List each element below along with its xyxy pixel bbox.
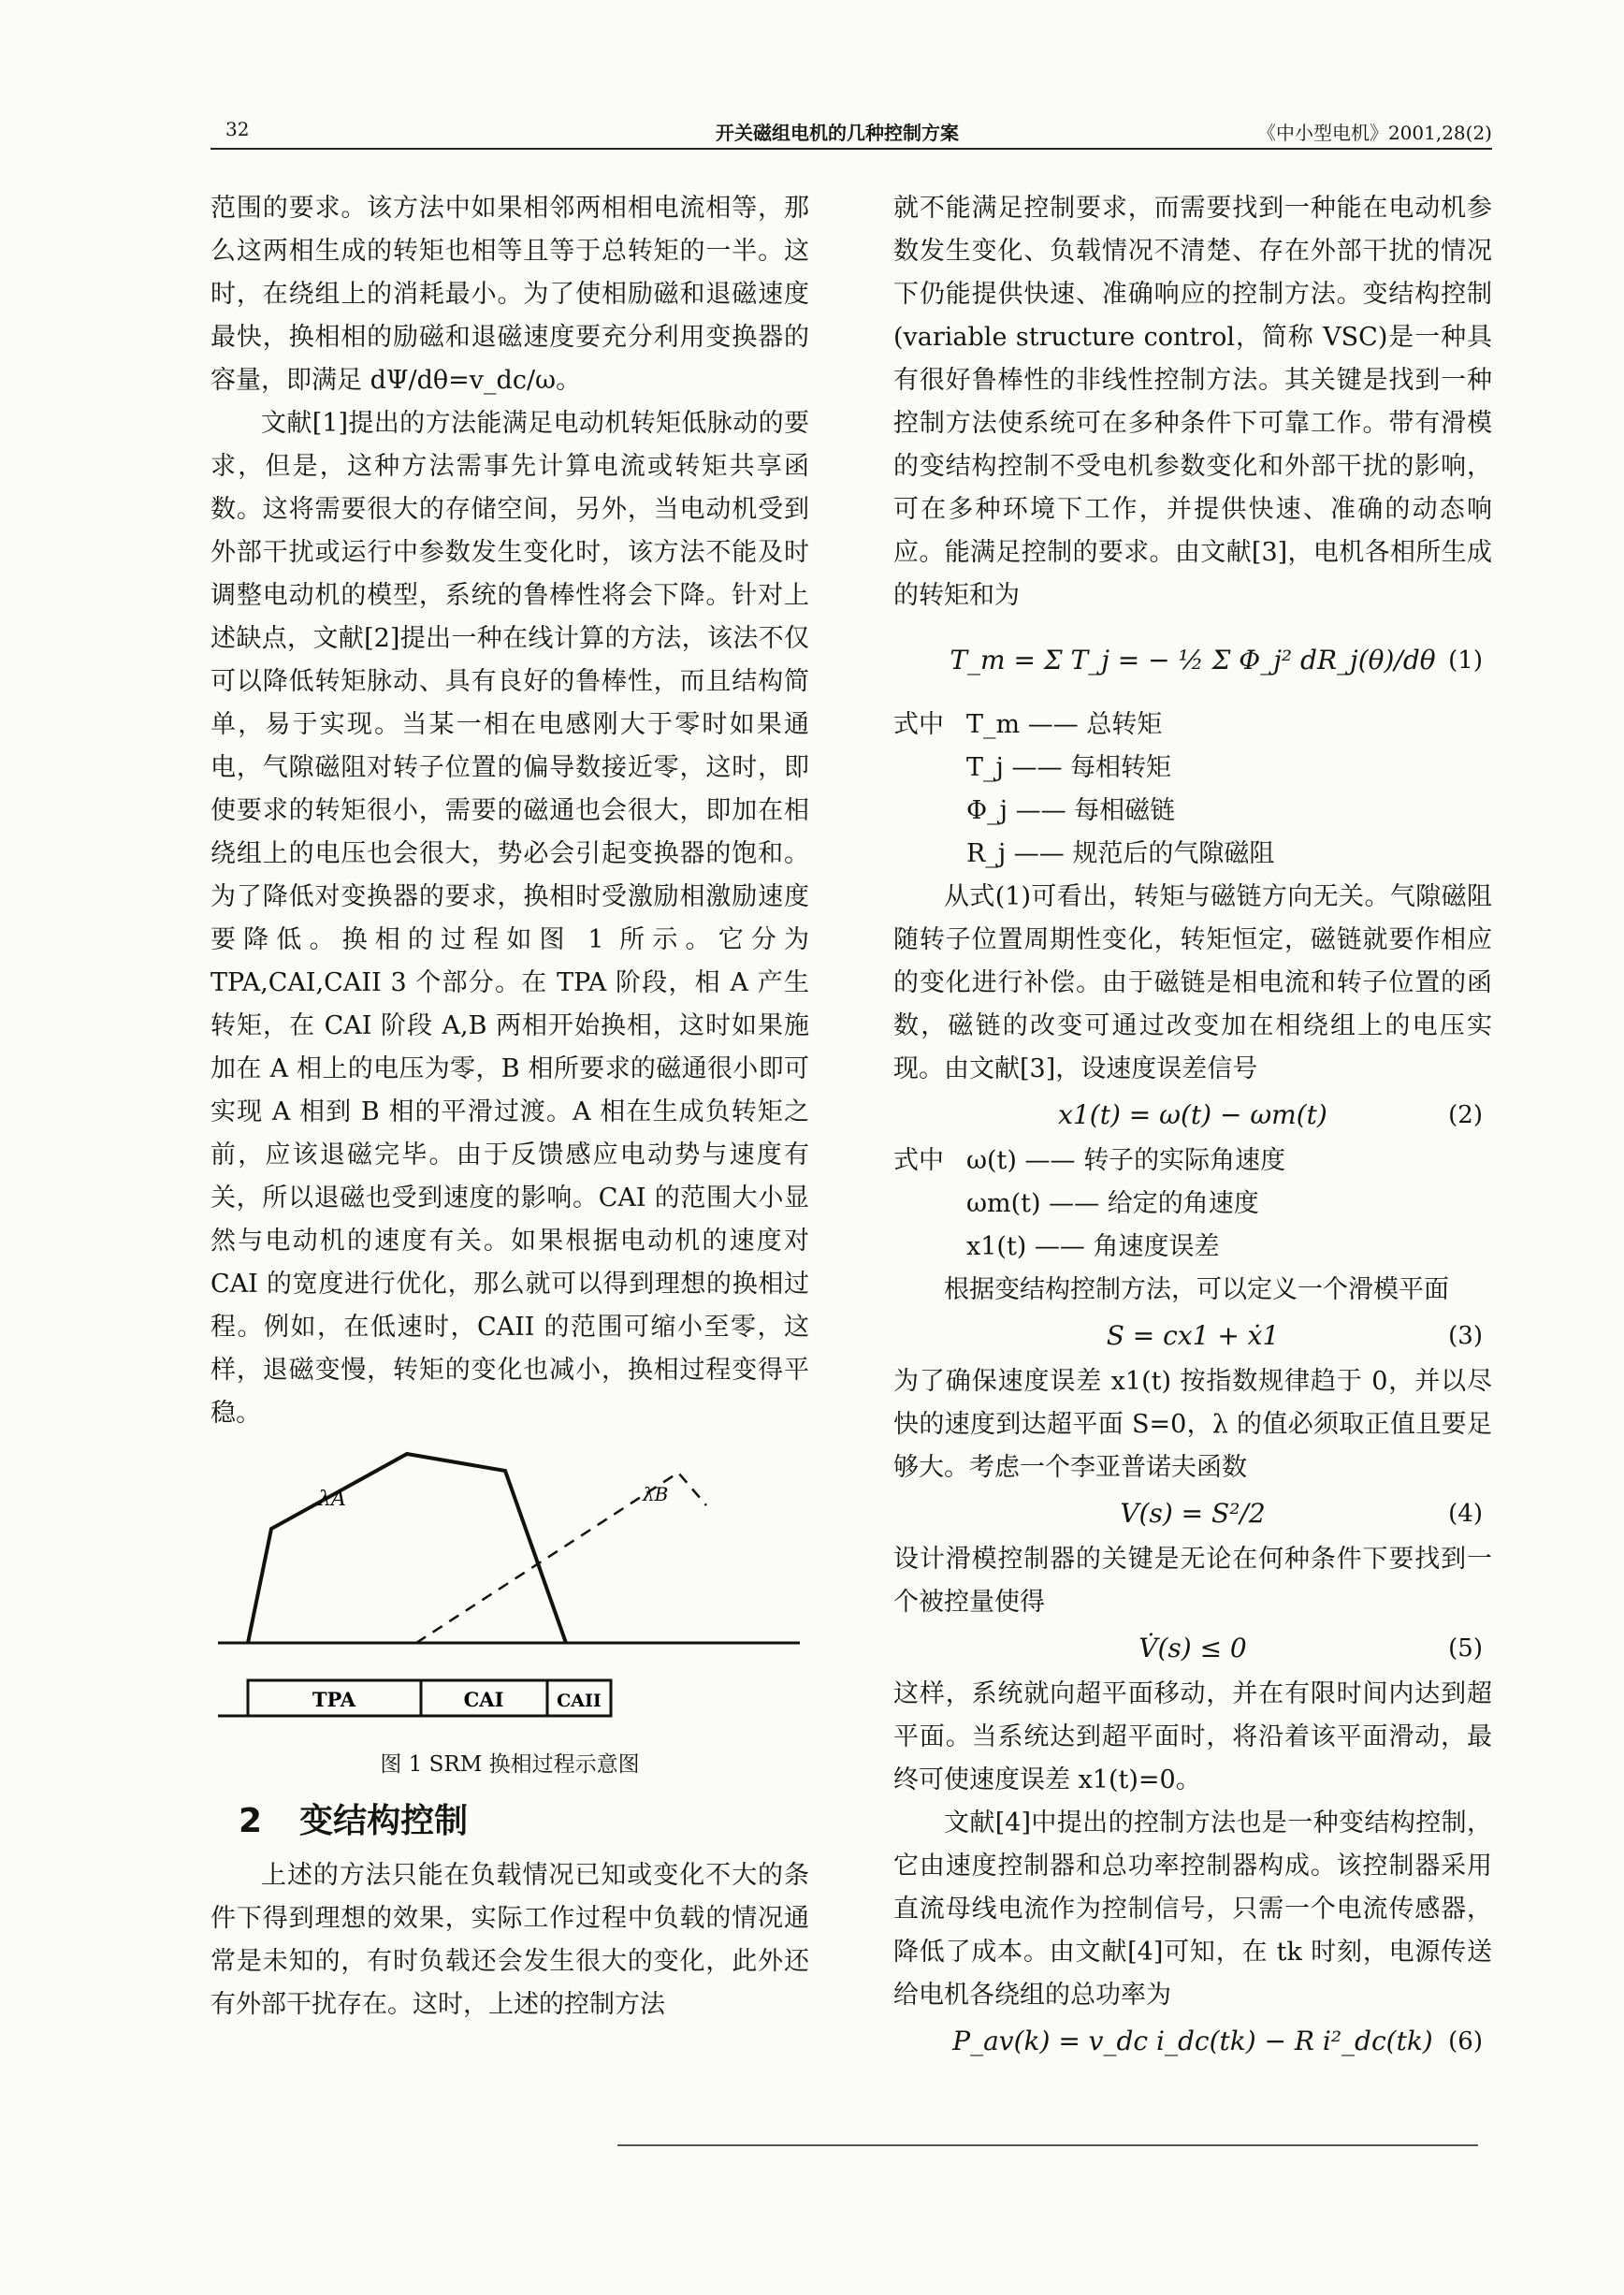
equation-number: (5): [1448, 1634, 1483, 1663]
definition-label: 式中: [893, 710, 944, 739]
equation-number: (2): [1448, 1101, 1483, 1129]
equation-3: [893, 1312, 1492, 1360]
segment-caii-label: CAII: [557, 1691, 602, 1711]
paragraph: 根据变结构控制方法，可以定义一个滑模平面: [944, 1275, 1449, 1304]
figure-caption: 图 1 SRM 换相过程示意图: [380, 1752, 640, 1777]
definition-item: T_j —— 每相转矩: [966, 753, 1172, 782]
definition-item: 式中 ω(t) —— 转子的实际角速度: [893, 1140, 1492, 1183]
paragraph: 文献[1]提出的方法能满足电动机转矩低脉动的要求，但是，这种方法需事先计算电流或转矩共享函数。这将需要很大的存储空间，另外，当电动机受到外部干扰或运行中参数发生变化时，该方法不能及时调整电动机的模型，系统的鲁棒性将会下降。针对上述缺点，文献[2]提出一种在线计算的方法，该法不仅可以降低转矩脉动、具有良好的鲁棒性，而且结构简单，易于实现。当某一相在电感刚大于零时如果通电，气隙磁阻对转子位置的偏导数接近零，这时，即使要求的转矩很小，需要的磁通也会很大，即加在相绕组上的电压也会很大，势必会引起变换器的饱和。为了降低对变换器的要求，换相时受激励相激励速度要降低。换相的过程如图 1 所示。它分为 TPA,CAI,CAII 3 个部分。在 TPA 阶段，相 A 产生转矩，在 CAI 阶段 A,B 两相开始换相，这时如果施加在 A 相上的电压为零，B 相所要求的磁通很小即可实现 A 相到 B 相的平滑过渡。A 相在生成负转矩之前，应该退磁完毕。由于反馈感应电动势与速度有关，所以退磁也受到速度的影响。CAI 的范围大小显然与电动机的速度有关。如果根据电动机的速度对 CAI 的宽度进行优化，那么就可以得到理想的换相过程。例如，在低速时，CAII 的范围可缩小至零，这样，退磁变慢，转矩的变化也减小，换相过程变得平稳。: [210, 409, 809, 1428]
paragraph: 就不能满足控制要求，而需要找到一种能在电动机参数发生变化、负载情况不清楚、存在外部干扰的情况下仍能提供快速、准确响应的控制方法。变结构控制(variable structure control，简称 VSC)是一种具有很好鲁棒性的非线性控制方法。其关键是找到一种控制方法使系统可在多种条件下可靠工作。带有滑模的变结构控制不受电机参数变化和外部干扰的影响，可在多种环境下工作，并提供快速、准确的动态响应。能满足控制的要求。由文献[3]，电机各相所生成的转矩和为: [893, 194, 1492, 610]
equation-5: [893, 1624, 1492, 1673]
equation-number: (1): [1448, 646, 1483, 675]
paragraph: 文献[4]中提出的控制方法也是一种变结构控制，它由速度控制器和总功率控制器构成。该控制器采用直流母线电流作为控制信号，只需一个电流传感器，降低了成本。由文献[4]可知，在 tk 时刻，电源传送给电机各绕组的总功率为: [893, 1808, 1492, 2010]
equation-4: [893, 1489, 1492, 1538]
symbol-definitions: [893, 1140, 1492, 1269]
label-lambda-a: λA: [318, 1488, 346, 1511]
equation-body: V̇(s) ≤ 0: [1138, 1633, 1247, 1663]
definition-item: x1(t) —— 角速度误差: [966, 1232, 1220, 1261]
paragraph: 这样，系统就向超平面移动，并在有限时间内达到超平面。当系统达到超平面时，将沿着该平面滑动，最终可使速度误差 x1(t)=0。: [893, 1679, 1492, 1794]
equation-body: P_av(k) = v_dc i_dc(tk) − R i²_dc(tk): [952, 2026, 1433, 2056]
section-number: 2: [239, 1802, 263, 1840]
commutation-diagram: [210, 1435, 809, 1744]
symbol-definitions: [893, 704, 1492, 876]
definition-item: Φ_j —— 每相磁链: [966, 796, 1176, 825]
equation-number: (3): [1448, 1322, 1483, 1350]
definition-item: ωm(t) —— 给定的角速度: [966, 1189, 1259, 1218]
equation-6: [893, 2017, 1492, 2066]
segment-cai-label: CAI: [463, 1688, 504, 1711]
paragraph: 范围的要求。该方法中如果相邻两相相电流相等，那么这两相生成的转矩也相等且等于总转矩的一半。这时，在绕组上的消耗最小。为了使相励磁和退磁速度最快，换相相的励磁和退磁速度要充分利用变换器的容量，即满足 dΨ/dθ=v_dc/ω。: [210, 194, 809, 395]
equation-1: [893, 617, 1492, 704]
paragraph: 为了确保速度误差 x1(t) 按指数规律趋于 0，并以尽快的速度到达超平面 S=0，λ 的值必须取正值且要足够大。考虑一个李亚普诺夫函数: [893, 1367, 1492, 1482]
equation-number: (4): [1448, 1500, 1483, 1528]
right-column: [893, 187, 1492, 2066]
footer-rule: [617, 2144, 1478, 2146]
paragraph: 从式(1)可看出，转矩与磁链方向无关。气隙磁阻随转子位置周期性变化，转矩恒定，磁链就要作相应的变化进行补偿。由于磁链是相电流和转子位置的函数，磁链的改变可通过改变加在相绕组上的电压实现。由文献[3]，设速度误差信号: [893, 882, 1492, 1083]
phase-a-curve: [248, 1454, 566, 1643]
equation-number: (6): [1448, 2027, 1483, 2055]
equation-body: V(s) = S²/2: [1120, 1498, 1266, 1529]
definition-item: R_j —— 规范后的气隙磁阻: [966, 839, 1275, 868]
equation-body: x1(t) = ω(t) − ωm(t): [1058, 1099, 1327, 1130]
page-header: [210, 110, 1492, 150]
journal-citation: 《中小型电机》2001,28(2): [1256, 122, 1492, 144]
equation-body: S = cx1 + ẋ1: [1106, 1320, 1280, 1351]
equation-2: [893, 1091, 1492, 1140]
segment-tpa-label: TPA: [312, 1688, 356, 1711]
page-number: 32: [225, 118, 250, 140]
label-lambda-b: λB: [643, 1483, 669, 1505]
paragraph: 设计滑模控制器的关键是无论在何种条件下要找到一个被控量使得: [893, 1545, 1492, 1617]
section-title: 变结构控制: [299, 1802, 469, 1840]
left-column: [210, 187, 809, 2026]
paragraph: 上述的方法只能在负载情况已知或变化不大的条件下得到理想的效果，实际工作过程中负载的情况通常是未知的，有时负载还会发生很大的变化，此外还有外部干扰存在。这时，上述的控制方法: [210, 1861, 809, 2019]
running-title: 开关磁组电机的几种控制方案: [716, 122, 959, 144]
figure-1: [210, 1435, 809, 1783]
definition-item: 式中 T_m —— 总转矩: [893, 704, 1492, 747]
definition-label: 式中: [893, 1146, 944, 1175]
section-heading: [239, 1789, 809, 1854]
equation-body: T_m = Σ T_j = − ½ Σ Φ_j² dR_j(θ)/dθ: [950, 645, 1436, 675]
